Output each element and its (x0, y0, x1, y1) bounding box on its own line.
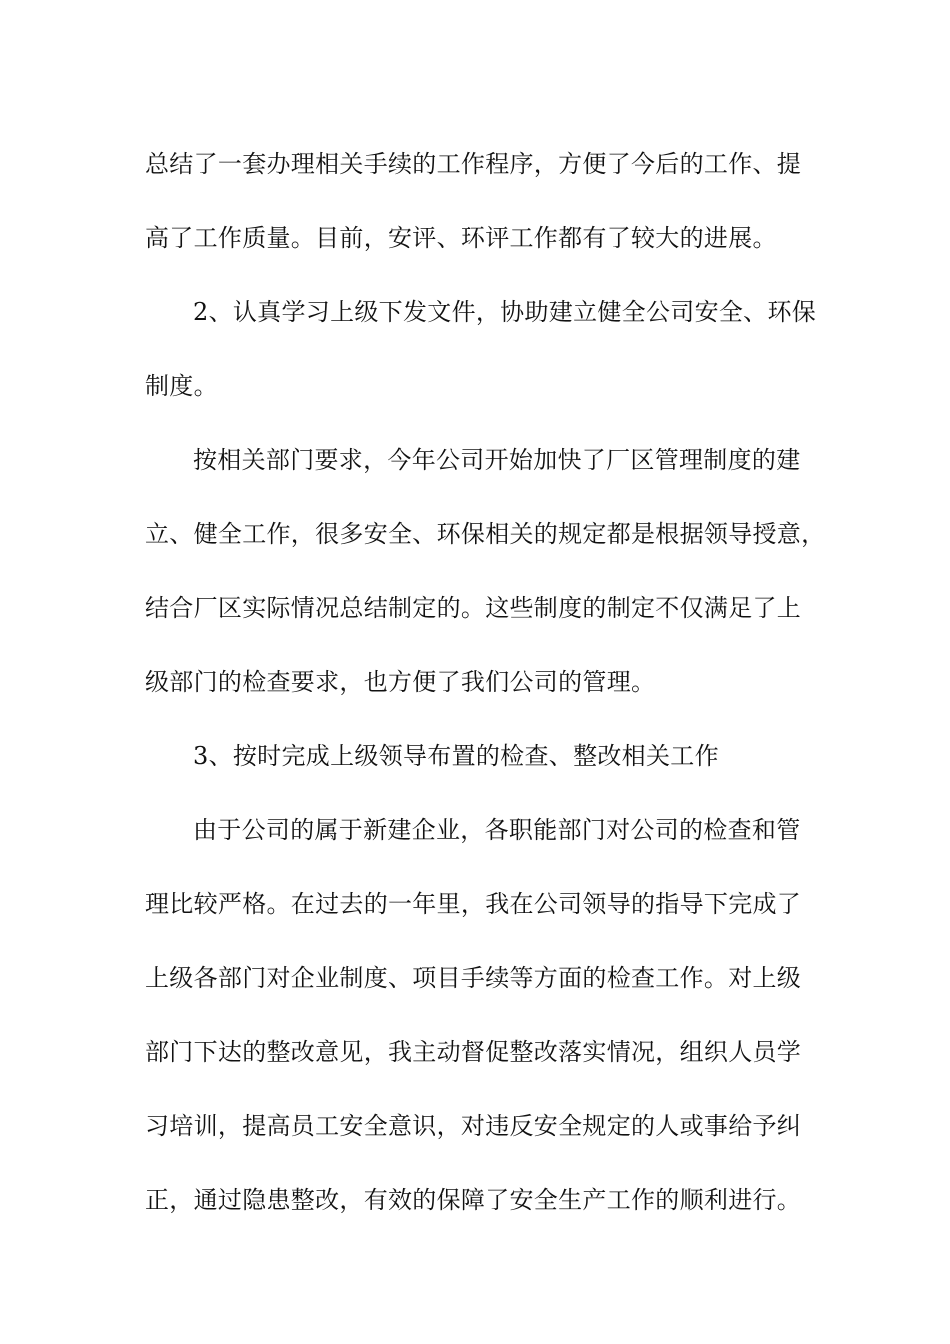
text-line: 正，通过隐患整改，有效的保障了安全生产工作的顺利进行。 (145, 1186, 802, 1214)
section-heading: 3、按时完成上级领导布置的检查、整改相关工作 (193, 742, 719, 770)
text-line: 总结了一套办理相关手续的工作程序，方便了今后的工作、提 (145, 150, 802, 178)
text-line: 级部门的检查要求，也方便了我们公司的管理。 (145, 668, 656, 696)
text-line: 立、健全工作，很多安全、环保相关的规定都是根据领导授意， (145, 520, 826, 548)
text-line: 上级各部门对企业制度、项目手续等方面的检查工作。对上级 (145, 964, 802, 992)
text-line: 高了工作质量。目前，安评、环评工作都有了较大的进展。 (145, 224, 777, 252)
text-line: 理比较严格。在过去的一年里，我在公司领导的指导下完成了 (145, 890, 802, 918)
section-heading: 2、认真学习上级下发文件，协助建立健全公司安全、环保 (193, 298, 817, 326)
text-line: 结合厂区实际情况总结制定的。这些制度的制定不仅满足了上 (145, 594, 802, 622)
text-line: 制度。 (145, 372, 218, 400)
paragraph-start: 由于公司的属于新建企业，各职能部门对公司的检查和管 (193, 816, 801, 844)
text-line: 部门下达的整改意见，我主动督促整改落实情况，组织人员学 (145, 1038, 802, 1066)
document-body (145, 127, 826, 1237)
text-line: 习培训，提高员工安全意识，对违反安全规定的人或事给予纠 (145, 1112, 802, 1140)
paragraph-start: 按相关部门要求，今年公司开始加快了厂区管理制度的建 (193, 446, 801, 474)
